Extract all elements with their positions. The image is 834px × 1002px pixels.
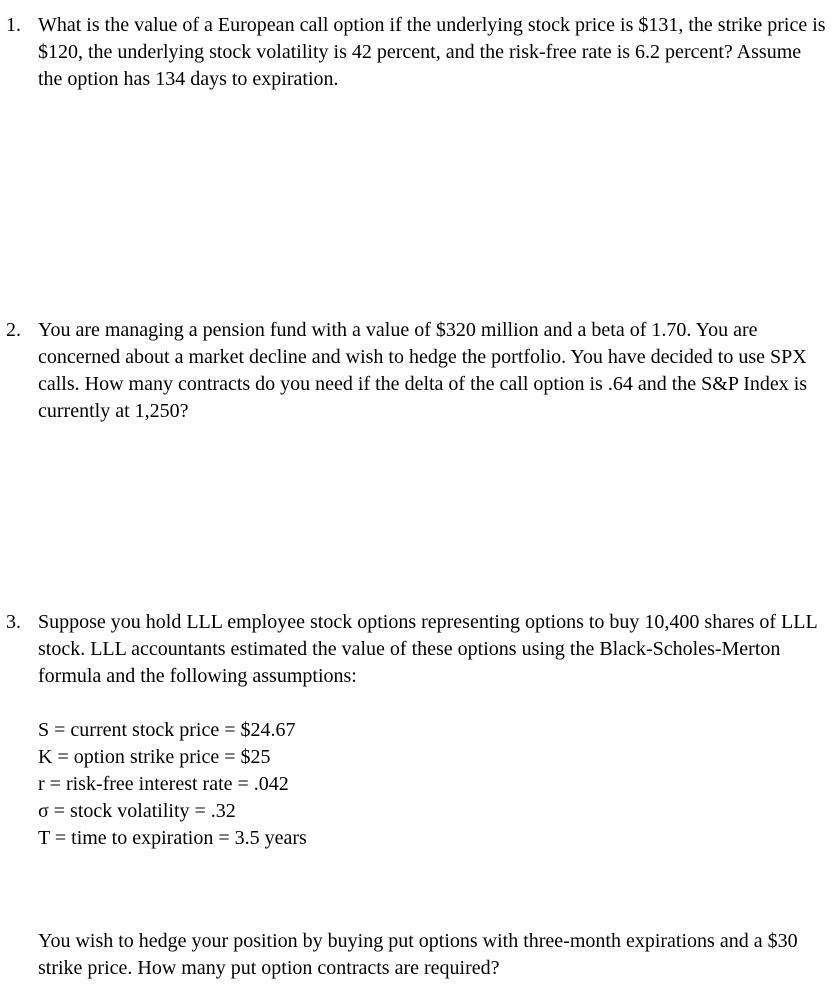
assumptions-list <box>38 717 638 852</box>
question-2-text: You are managing a pension fund with a value of $320 million and a beta of 1.70. You are concerned about a market decline and wish to hedge the portfolio. You have decided to use SPX calls. How many contracts do you need if the delta of the call option is .64 and the S&P Index is currently at 1,250? <box>38 319 808 422</box>
assumption-time-to-expiration: T = time to expiration = 3.5 years <box>38 827 307 849</box>
question-1-text: What is the value of a European call option if the underlying stock price is $131, the strike price is $120, the underlying stock volatility is 42 percent, and the risk-free rate is 6.2 percent? Assume the option has 134 days to expiration. <box>38 14 826 90</box>
question-3-followup <box>38 908 830 1002</box>
question-number: 3. <box>6 611 21 633</box>
assumption-stock-price: S = current stock price = $24.67 <box>38 719 296 741</box>
question-text <box>38 317 830 425</box>
question-number: 2. <box>6 319 21 341</box>
assumption-volatility: σ = stock volatility = .32 <box>38 800 236 822</box>
question-text <box>38 609 830 690</box>
question-3-followup-text: You wish to hedge your position by buying put options with three-month expirations and a $30 strike price. How many put option contracts are required? <box>38 930 798 979</box>
question-3-text: Suppose you hold LLL employee stock options representing options to buy 10,400 shares of LLL stock. LLL accountants estimated the value of these options using the Black-Scholes-Merton formula and the following assumptions: <box>38 611 817 687</box>
question-text <box>38 12 830 93</box>
question-number: 1. <box>6 14 21 36</box>
assumption-risk-free-rate: r = risk-free interest rate = .042 <box>38 773 289 795</box>
assumption-strike-price: K = option strike price = $25 <box>38 746 271 768</box>
